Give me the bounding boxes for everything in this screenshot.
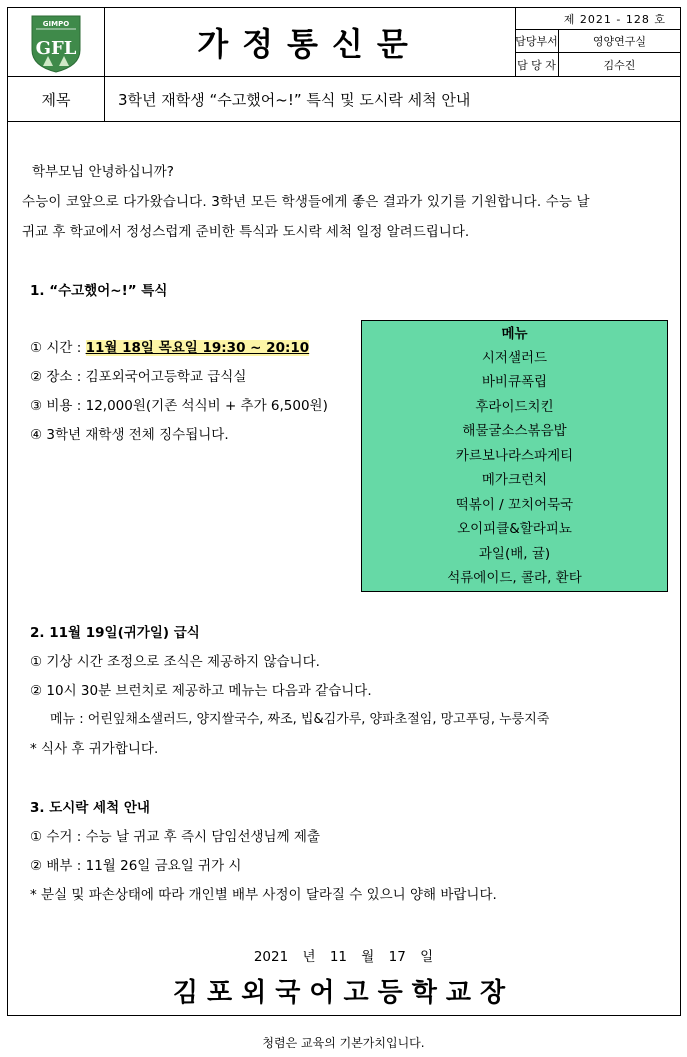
logo-top-text: GIMPO — [42, 20, 70, 28]
intro-line-1: 수능이 코앞으로 다가왔습니다. 3학년 모든 학생들에게 좋은 결과가 있기를 기원합니다. 수능 날 — [22, 194, 590, 210]
footer-slogan: 청렴은 교육의 기본가치입니다. — [262, 1036, 425, 1050]
time-value: 11월 18일 목요일 19:30 ~ 20:10 — [85, 340, 310, 356]
subject-row — [7, 76, 681, 122]
intro-line-2: 귀교 후 학교에서 정성스럽게 준비한 특식과 도시락 세척 일정 알려드립니다. — [22, 224, 470, 240]
logo-cell — [8, 8, 105, 76]
menu-item: 카르보나라스파게티 — [455, 448, 574, 464]
section3-note: * 분실 및 파손상태에 따라 개인별 배부 사정이 달라질 수 있으니 양해 바랍니다. — [30, 887, 497, 903]
menu-item: 후라이드치킨 — [475, 399, 554, 415]
dept-row — [515, 30, 680, 53]
person-label: 담 당 자 — [515, 53, 559, 76]
dept-label: 담당부서 — [515, 30, 559, 52]
menu-item: 시저샐러드 — [481, 350, 548, 366]
section2-heading: 2. 11월 19일(귀가일) 급식 — [30, 625, 200, 641]
issue-date: 2021 년 11 월 17 일 — [253, 949, 434, 965]
section1-target: ④ 3학년 재학생 전체 징수됩니다. — [30, 427, 229, 443]
section3-item1: ① 수거 : 수능 날 귀교 후 즉시 담임선생님께 제출 — [30, 829, 321, 845]
greeting: 학부모님 안녕하십니까? — [32, 164, 174, 180]
menu-box — [361, 320, 668, 592]
section1-cost: ③ 비용 : 12,000원(기존 석식비 + 추가 6,500원) — [30, 398, 328, 414]
meta-table — [515, 8, 680, 76]
person-value: 김수진 — [603, 58, 636, 72]
menu-item: 과일(배, 귤) — [478, 546, 551, 562]
time-prefix: ① 시간 : — [30, 340, 86, 356]
section2-note: * 식사 후 귀가합니다. — [30, 741, 159, 757]
menu-item: 오이피클&할라피뇨 — [457, 521, 572, 537]
title-cell — [104, 8, 516, 76]
menu-title: 메뉴 — [501, 326, 528, 342]
header-table — [7, 7, 681, 77]
issue-number: 제 2021 - 128 호 — [515, 8, 680, 30]
section1-place: ② 장소 : 김포외국어고등학교 급식실 — [30, 369, 247, 385]
page-title: 가정통신문 — [197, 25, 422, 63]
menu-item: 메가크런치 — [481, 472, 548, 488]
menu-item: 해물굴소스볶음밥 — [462, 423, 567, 439]
section2-item1: ① 기상 시간 조정으로 조식은 제공하지 않습니다. — [30, 654, 320, 670]
menu-item: 바비큐폭립 — [481, 374, 548, 390]
logo-text: GFL — [35, 38, 77, 59]
menu-item: 석류에이드, 콜라, 환타 — [447, 570, 582, 586]
dept-value: 영양연구실 — [592, 35, 647, 48]
section1-heading: 1. “수고했어~!” 특식 — [30, 283, 168, 299]
section3-item2: ② 배부 : 11월 26일 금요일 귀가 시 — [30, 858, 242, 874]
section2-item2: ② 10시 30분 브런치로 제공하고 메뉴는 다음과 같습니다. — [30, 683, 372, 699]
principal-name: 김포외국어고등학교장 — [172, 978, 515, 1008]
section2-menu-line: 메뉴 : 어린잎채소샐러드, 양지쌀국수, 짜조, 빕&김가루, 양파초절임, 망고푸딩, 누룽지죽 — [50, 712, 550, 727]
school-logo — [8, 8, 104, 76]
section1-time — [30, 339, 309, 357]
subject-label: 제목 — [8, 77, 105, 121]
menu-item: 떡볶이 / 꼬치어묵국 — [455, 497, 574, 513]
person-row — [515, 53, 680, 76]
subject-value: 3학년 재학생 “수고했어~!” 특식 및 도시락 세척 안내 — [118, 90, 471, 109]
section3-heading: 3. 도시락 세척 안내 — [30, 800, 150, 816]
